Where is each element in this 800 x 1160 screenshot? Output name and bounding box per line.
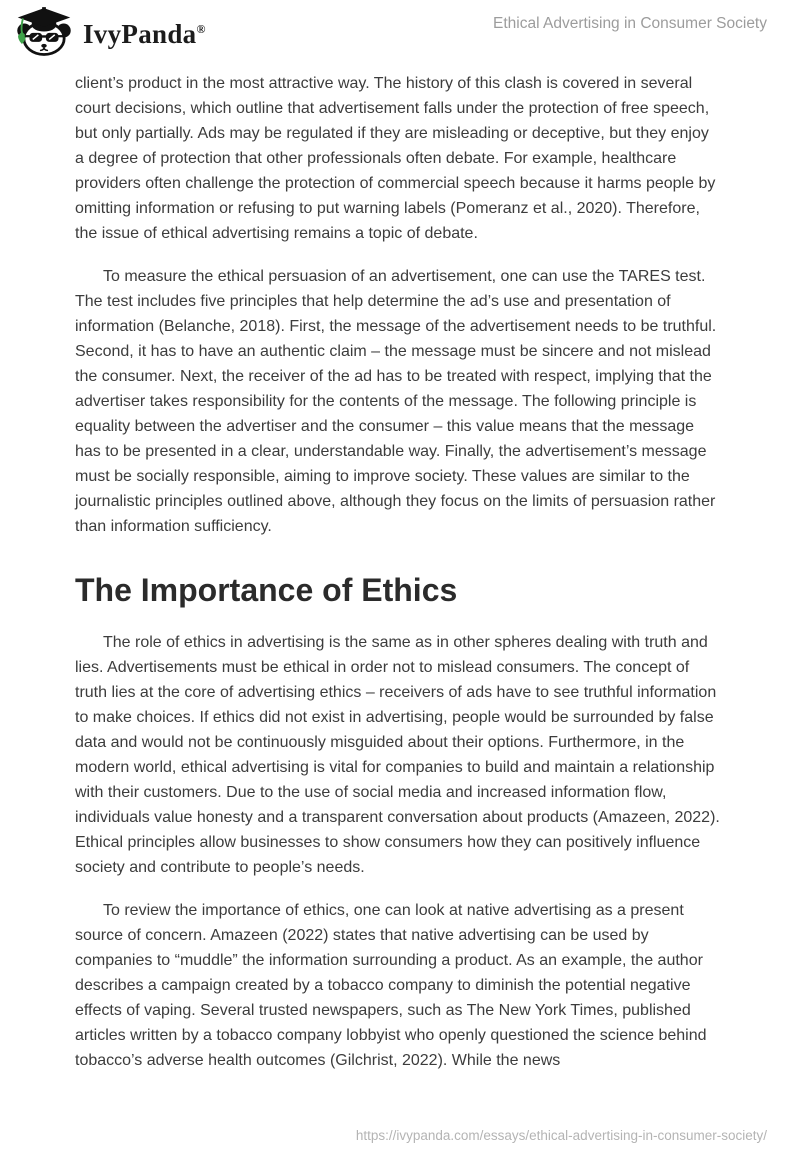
ivypanda-logo [14,7,206,56]
paragraph-3: The role of ethics in advertising is the same as in other spheres dealing with truth and lies. Advertisements must be ethical in order not to mislead consumers. The concept of truth lies at the core of advertising ethics – receivers of ads have to see truthful information to make choices. If ethics did not exist in advertising, people would be surrounded by false data and would not be continuously misguided about their options. Furthermore, in the modern world, ethical advertising is vital for companies to build and maintain a relationship with their customers. Due to the use of social media and increased information flow, individuals value honesty and a transparent conversation about products (Amazeen, 2022). Ethical principles allow businesses to show consumers how they can positively influence society and contribute to people’s needs. [75,634,720,876]
source-url: https://ivypanda.com/essays/ethical-advertising-in-consumer-society/ [355,1128,767,1143]
paragraph-4: To review the importance of ethics, one can look at native advertising as a present source of concern. Amazeen (2022) states that native advertising can be used by companies to “muddle” the information surrounding a product. As an example, the author describes a campaign created by a tobacco company to diminish the potential negative effects of vaping. Several trusted newspapers, such as The New York Times, published articles written by a tobacco company lobbyist who openly questioned the science behind tobacco’s adverse health outcomes (Gilchrist, 2022). While the news [75,902,707,1069]
essay-body [0,60,800,1073]
registered-trademark-symbol: ® [196,22,206,36]
logo-wordmark [83,21,206,48]
paragraph-2: To measure the ethical persuasion of an advertisement, one can use the TARES test. The test includes five principles that help determine the ad’s use and presentation of information (Belanche, 2018). First, the message of the advertisement needs to be truthful. Second, it has to have an authentic claim – the message must be sincere and not mislead the consumer. Next, the receiver of the ad has to be treated with respect, implying that the advertiser takes responsibility for the contents of the message. The following principle is equality between the advertiser and the consumer – this value means that the message has to be presented in a clear, understandable way. Finally, the advertisement’s message must be socially responsible, aiming to improve society. These values are similar to the journalistic principles outlined above, although they focus on the limits of persuasion rather than information sufficiency. [75,268,717,535]
paragraph-1: client’s product in the most attractive way. The history of this clash is covered in several court decisions, which outline that advertisement falls under the protection of free speech, but only partially. Ads may be regulated if they are misleading or deceptive, but they enjoy a degree of protection that other professionals often debate. For example, healthcare providers often challenge the protection of commercial speech because it harms people by omitting information or refusing to put warning labels (Pomeranz et al., 2020). Therefore, the issue of ethical advertising remains a topic of debate. [75,75,716,242]
panda-logo-icon [14,7,74,56]
document-title: Ethical Advertising in Consumer Society [493,15,767,32]
section-heading: The Importance of Ethics [75,572,458,608]
logo-wordmark-text: IvyPanda [83,19,197,49]
page-header [0,0,800,60]
page-footer [356,1128,767,1143]
